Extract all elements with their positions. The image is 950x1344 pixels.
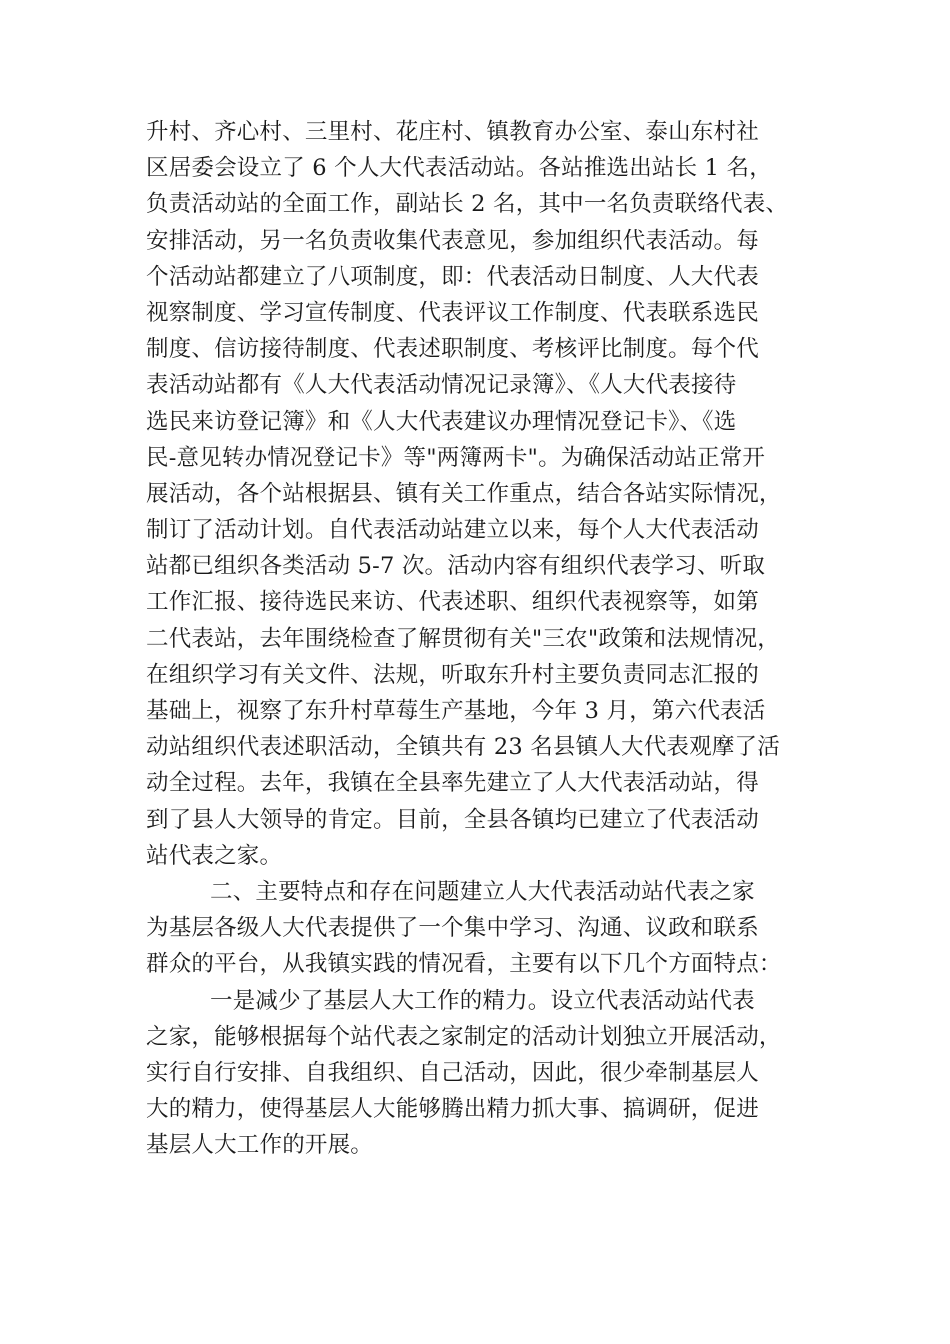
body-text (146, 114, 806, 1163)
section-heading-line: 二、主要特点和存在问题建立人大代表活动站代表之家 (210, 878, 755, 905)
text-line: 群众的平台，从我镇实践的情况看，主要有以下几个方面特点： (146, 951, 782, 978)
text-line: 为基层各级人大代表提供了一个集中学习、沟通、议政和联系 (146, 915, 759, 942)
text-line: 基础上，视察了东升村草莓生产基地，今年 3 月，第六代表活 (146, 698, 766, 724)
text-line: 升村、齐心村、三里村、花庄村、镇教育办公室、泰山东村社 (146, 119, 759, 145)
text-line: 大的精力，使得基层人大能够腾出精力抓大事、搞调研，促进 (146, 1096, 759, 1123)
paragraph-start-line: 一是减少了基层人大工作的精力。设立代表活动站代表 (210, 987, 755, 1014)
text-line: 个活动站都建立了八项制度，即：代表活动日制度、人大代表 (146, 263, 759, 290)
text-line: 站都已组织各类活动 5-7 次。活动内容有组织代表学习、听取 (146, 553, 766, 580)
text-line: 到了县人大领导的肯定。目前，全县各镇均已建立了代表活动 (146, 806, 759, 833)
text-line: 实行自行安排、自我组织、自己活动，因此，很少牵制基层人 (146, 1059, 759, 1086)
text-line: 站代表之家。 (146, 842, 283, 869)
text-line: 选民来访登记簿》和《人大代表建议办理情况登记卡》、《选 (146, 408, 737, 435)
text-line: 制订了活动计划。自代表活动站建立以来，每个人大代表活动 (146, 517, 759, 544)
text-line: 二代表站，去年围绕检查了解贯彻有关"三农"政策和法规情况， (146, 625, 780, 652)
text-line: 视察制度、学习宣传制度、代表评议工作制度、代表联系选民 (146, 299, 759, 326)
text-line: 基层人大工作的开展。 (146, 1132, 374, 1159)
text-line: 动全过程。去年，我镇在全县率先建立了人大代表活动站，得 (146, 770, 759, 797)
text-line: 安排活动，另一名负责收集代表意见，参加组织代表活动。每 (146, 227, 759, 254)
text-line: 在组织学习有关文件、法规，听取东升村主要负责同志汇报的 (146, 661, 759, 688)
text-line: 民-意见转办情况登记卡》等"两簿两卡"。为确保活动站正常开 (146, 444, 766, 471)
text-line: 表活动站都有《人大代表活动情况记录簿》、《人大代表接待 (146, 372, 737, 399)
text-line: 工作汇报、接待选民来访、代表述职、组织代表视察等，如第 (146, 589, 759, 616)
text-line: 区居委会设立了 6 个人大代表活动站。各站推选出站长 1 名， (146, 155, 772, 182)
text-line: 负责活动站的全面工作，副站长 2 名，其中一名负责联络代表、 (146, 191, 789, 218)
text-line: 制度、信访接待制度、代表述职制度、考核评比制度。每个代 (146, 336, 759, 363)
text-line: 动站组织代表述职活动，全镇共有 23 名县镇人大代表观摩了活 (146, 734, 780, 761)
text-line: 之家，能够根据每个站代表之家制定的活动计划独立开展活动， (146, 1023, 782, 1050)
text-line: 展活动，各个站根据县、镇有关工作重点，结合各站实际情况， (146, 480, 782, 507)
